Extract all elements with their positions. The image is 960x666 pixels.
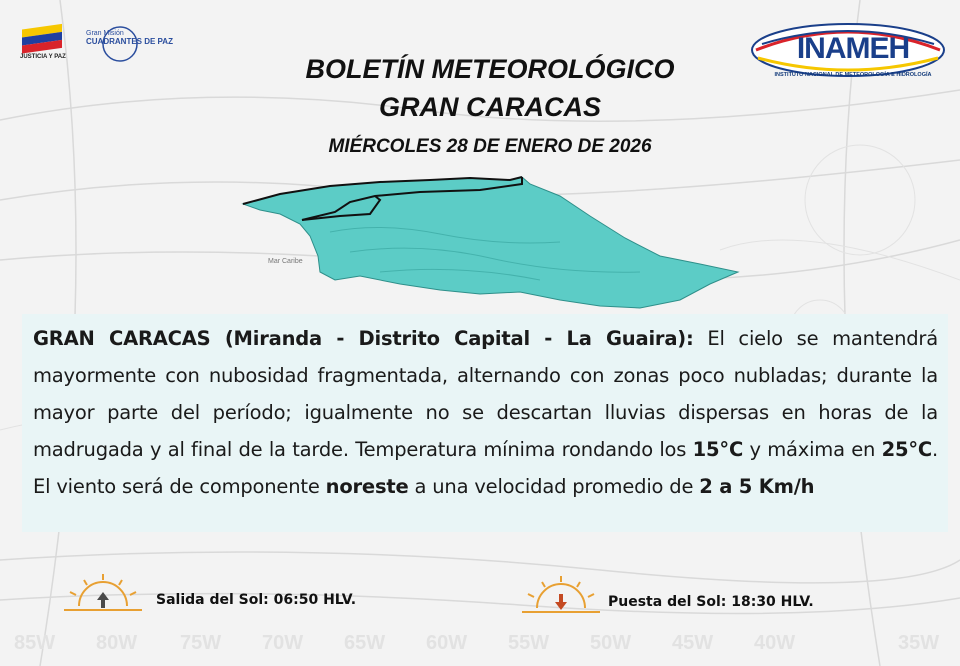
forecast-region: GRAN CARACAS (Miranda - Distrito Capital - La Guaira): [33,327,694,350]
forecast-text [33,320,938,505]
min-temperature: 15°C [692,438,744,461]
bulletin-title [200,50,780,126]
gran-caracas-map [240,172,745,312]
map-sea-label: Mar Caribe [268,258,303,265]
bulletin-date: MIÉRCOLES 28 DE ENERO DE 2026 [328,136,652,157]
inameh-caption: INSTITUTO NACIONAL DE METEOROLOGÍA E HIDROLOGÍA [774,72,932,78]
sunset-label: Puesta del Sol: 18:30 HLV. [608,594,814,610]
title-line1: BOLETÍN METEOROLÓGICO [305,54,675,84]
longitude-label: 50W [590,632,632,654]
program-line2: CUADRANTES DE PAZ [86,37,173,46]
sunset-icon [520,574,602,616]
sunrise-label: Salida del Sol: 06:50 HLV. [156,592,357,608]
longitude-label: 35W [898,632,940,654]
longitude-labels [0,632,960,662]
longitude-label: 55W [508,632,550,654]
longitude-label: 60W [426,632,468,654]
inameh-wordmark: INAMEH [796,32,910,65]
longitude-label: 65W [344,632,386,654]
longitude-label: 70W [262,632,304,654]
forecast-text-part2: y máxima en [743,438,882,461]
sunrise-icon [62,572,144,614]
wind-speed: 2 a 5 Km/h [699,475,815,498]
forecast-text-part1: El cielo se mantendrá mayormente con nubosidad fragmentada, alternando con zonas poco nubladas; durante la mayor parte del período; igualmente no se descartan lluvias dispersas en horas de la madrugada y al final de la tarde. Temperatura mínima rondando los [33,327,938,461]
justicia-y-paz-caption: JUSTICIA Y PAZ [20,54,66,60]
forecast-text-part3: . El viento será de componente [33,438,939,498]
max-temperature: 25°C [881,438,933,461]
program-line1: Gran Misión [86,30,124,37]
longitude-label: 80W [96,632,138,654]
wind-direction: noreste [325,475,409,498]
forecast-text-part4: a una velocidad promedio de [408,475,700,498]
title-line2: GRAN CARACAS [379,92,601,122]
longitude-label: 75W [180,632,222,654]
cuadrantes-de-paz-logo [86,30,173,47]
longitude-label: 40W [754,632,796,654]
longitude-label: 45W [672,632,714,654]
longitude-label: 85W [14,632,56,654]
